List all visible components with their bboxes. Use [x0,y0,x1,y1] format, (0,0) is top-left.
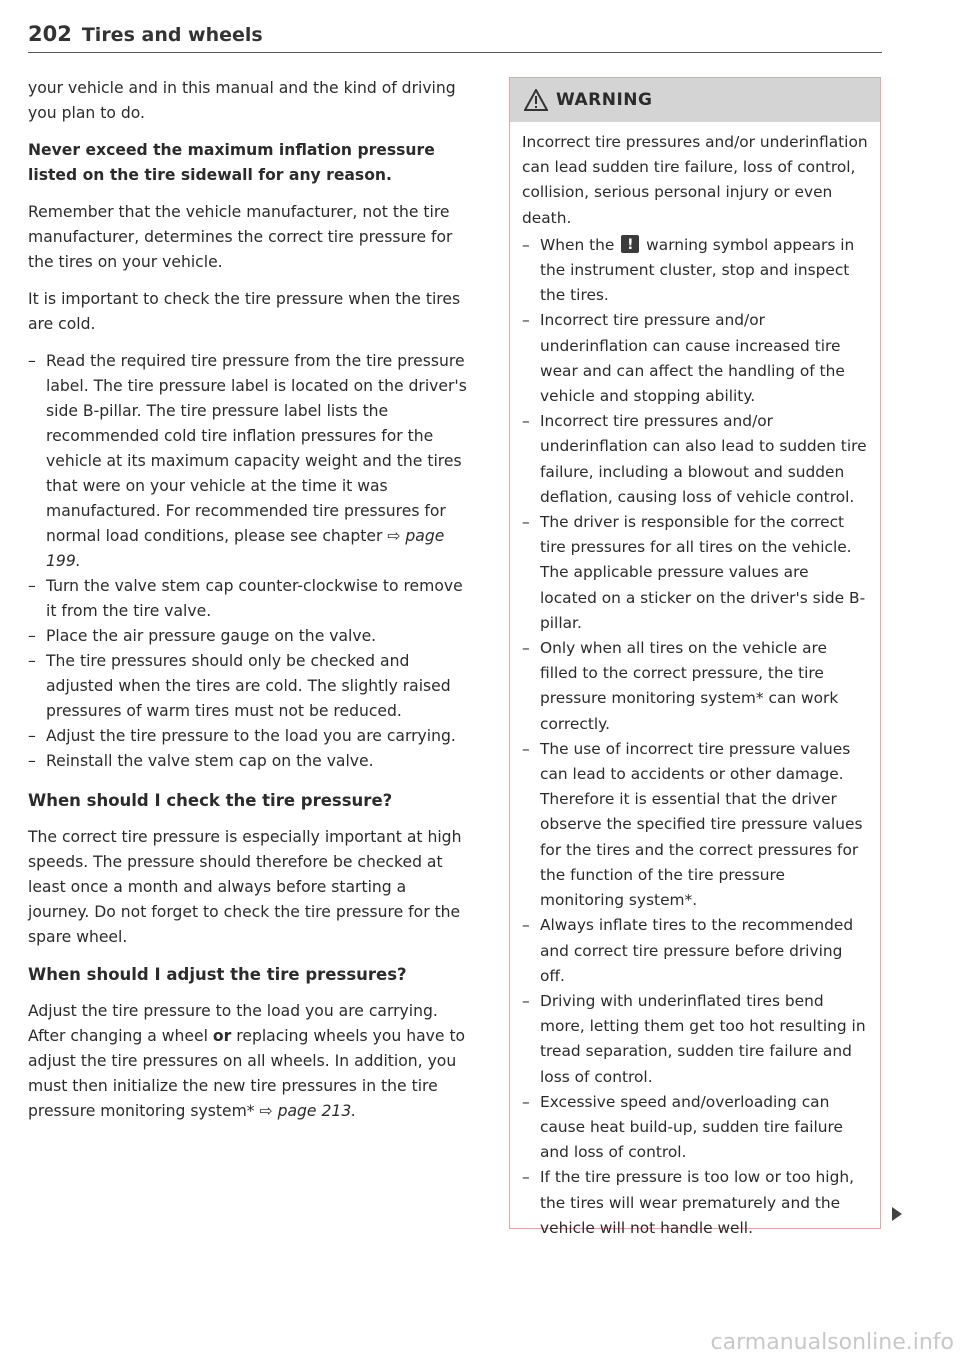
left-column [28,76,468,1136]
warning-list [522,233,868,1241]
list-item: – Read the required tire pressure from the tire pressure label. The tire pressure label is located on the driver's side B-pillar. The tire pressure label lists the recommended cold tire inflation pressures for the vehicle at its maximum capacity weight and the tires that were on your vehicle at the time it was manufactured. For recommended tire pressures for normal load conditions, please see chapter ⇨ page 199. [28,349,468,574]
heading-check-pressure: When should I check the tire pressure? [28,791,393,810]
list-item: – Driving with underinflated tires bend more, letting them get too hot resulting in tread separation, sudden tire failure and loss of control. [522,989,868,1090]
chapter-title: Tires and wheels [81,24,263,46]
watermark: carmanualsonline.info [710,1330,954,1355]
list-item: – Incorrect tire pressure and/or underinflation can cause increased tire wear and can affect the handling of the vehicle and stopping ability. [522,308,868,409]
warning-body [510,122,880,1241]
list-item: – Only when all tires on the vehicle are filled to the correct pressure, the tire pressure monitoring system* can work correctly. [522,636,868,737]
list-item: – Reinstall the valve stem cap on the valve. [28,749,468,774]
list-item: – The use of incorrect tire pressure values can lead to accidents or other damage. Therefore it is essential that the driver observe the specified tire pressure values for the tires and the correct pressures for the function of the tire pressure monitoring system*. [522,737,868,913]
page-link-213[interactable]: ⇨ page 213. [259,1102,357,1120]
adjust-pressure-paragraph: Adjust the tire pressure to the load you are carrying. After changing a wheel or replacing wheels you have to adjust the tire pressures on all wheels. In addition, you must then initialize the new tire pressures in the tire pressure monitoring system* ⇨ page 213. [28,1002,466,1120]
list-item: – Place the air pressure gauge on the valve. [28,624,468,649]
warning-triangle-icon [524,89,548,111]
list-item: – Always inflate tires to the recommended and correct tire pressure before driving off. [522,913,868,989]
manufacturer-paragraph: Remember that the vehicle manufacturer, not the tire manufacturer, determines the correct tire pressure for the tires on your vehicle. [28,203,453,271]
continue-arrow-icon [892,1207,902,1221]
list-item: – Turn the valve stem cap counter-clockwise to remove it from the tire valve. [28,574,468,624]
list-item: – If the tire pressure is too low or too high, the tires will wear prematurely and the vehicle will not handle well. [522,1165,868,1241]
check-steps-list [28,349,468,774]
check-pressure-paragraph: The correct tire pressure is especially important at high speeds. The pressure should therefore be checked at least once a month and always before starting a journey. Do not forget to check the tire pressure for the spare wheel. [28,828,462,946]
intro-text: your vehicle and in this manual and the kind of driving you plan to do. [28,79,456,122]
list-item: – The tire pressures should only be checked and adjusted when the tires are cold. The slightly raised pressures of warm tires must not be reduced. [28,649,468,724]
page-header [28,22,882,53]
tire-pressure-warning-icon [621,235,639,253]
heading-adjust-pressure: When should I adjust the tire pressures? [28,965,407,984]
list-item: – Adjust the tire pressure to the load you are carrying. [28,724,468,749]
list-item: – When the ! warning symbol appears in the instrument cluster, stop and inspect the tires. [522,233,868,309]
max-pressure-note: Never exceed the maximum inflation pressure listed on the tire sidewall for any reason. [28,141,435,184]
cold-tires-paragraph: It is important to check the tire pressure when the tires are cold. [28,290,461,333]
warning-header [510,78,880,122]
warning-intro: Incorrect tire pressures and/or underinflation can lead sudden tire failure, loss of control, collision, serious personal injury or even death. [522,133,868,227]
list-item: – The driver is responsible for the correct tire pressures for all tires on the vehicle. The applicable pressure values are located on a sticker on the driver's side B-pillar. [522,510,868,636]
page-number: 202 [28,22,72,46]
list-item: – Incorrect tire pressures and/or underinflation can also lead to sudden tire failure, including a blowout and sudden deflation, causing loss of vehicle control. [522,409,868,510]
list-item: – Excessive speed and/overloading can cause heat build-up, sudden tire failure and loss of control. [522,1090,868,1166]
page-link-199[interactable]: ⇨ page 199. [46,527,445,570]
warning-box [509,77,881,1237]
warning-title: WARNING [556,90,653,110]
